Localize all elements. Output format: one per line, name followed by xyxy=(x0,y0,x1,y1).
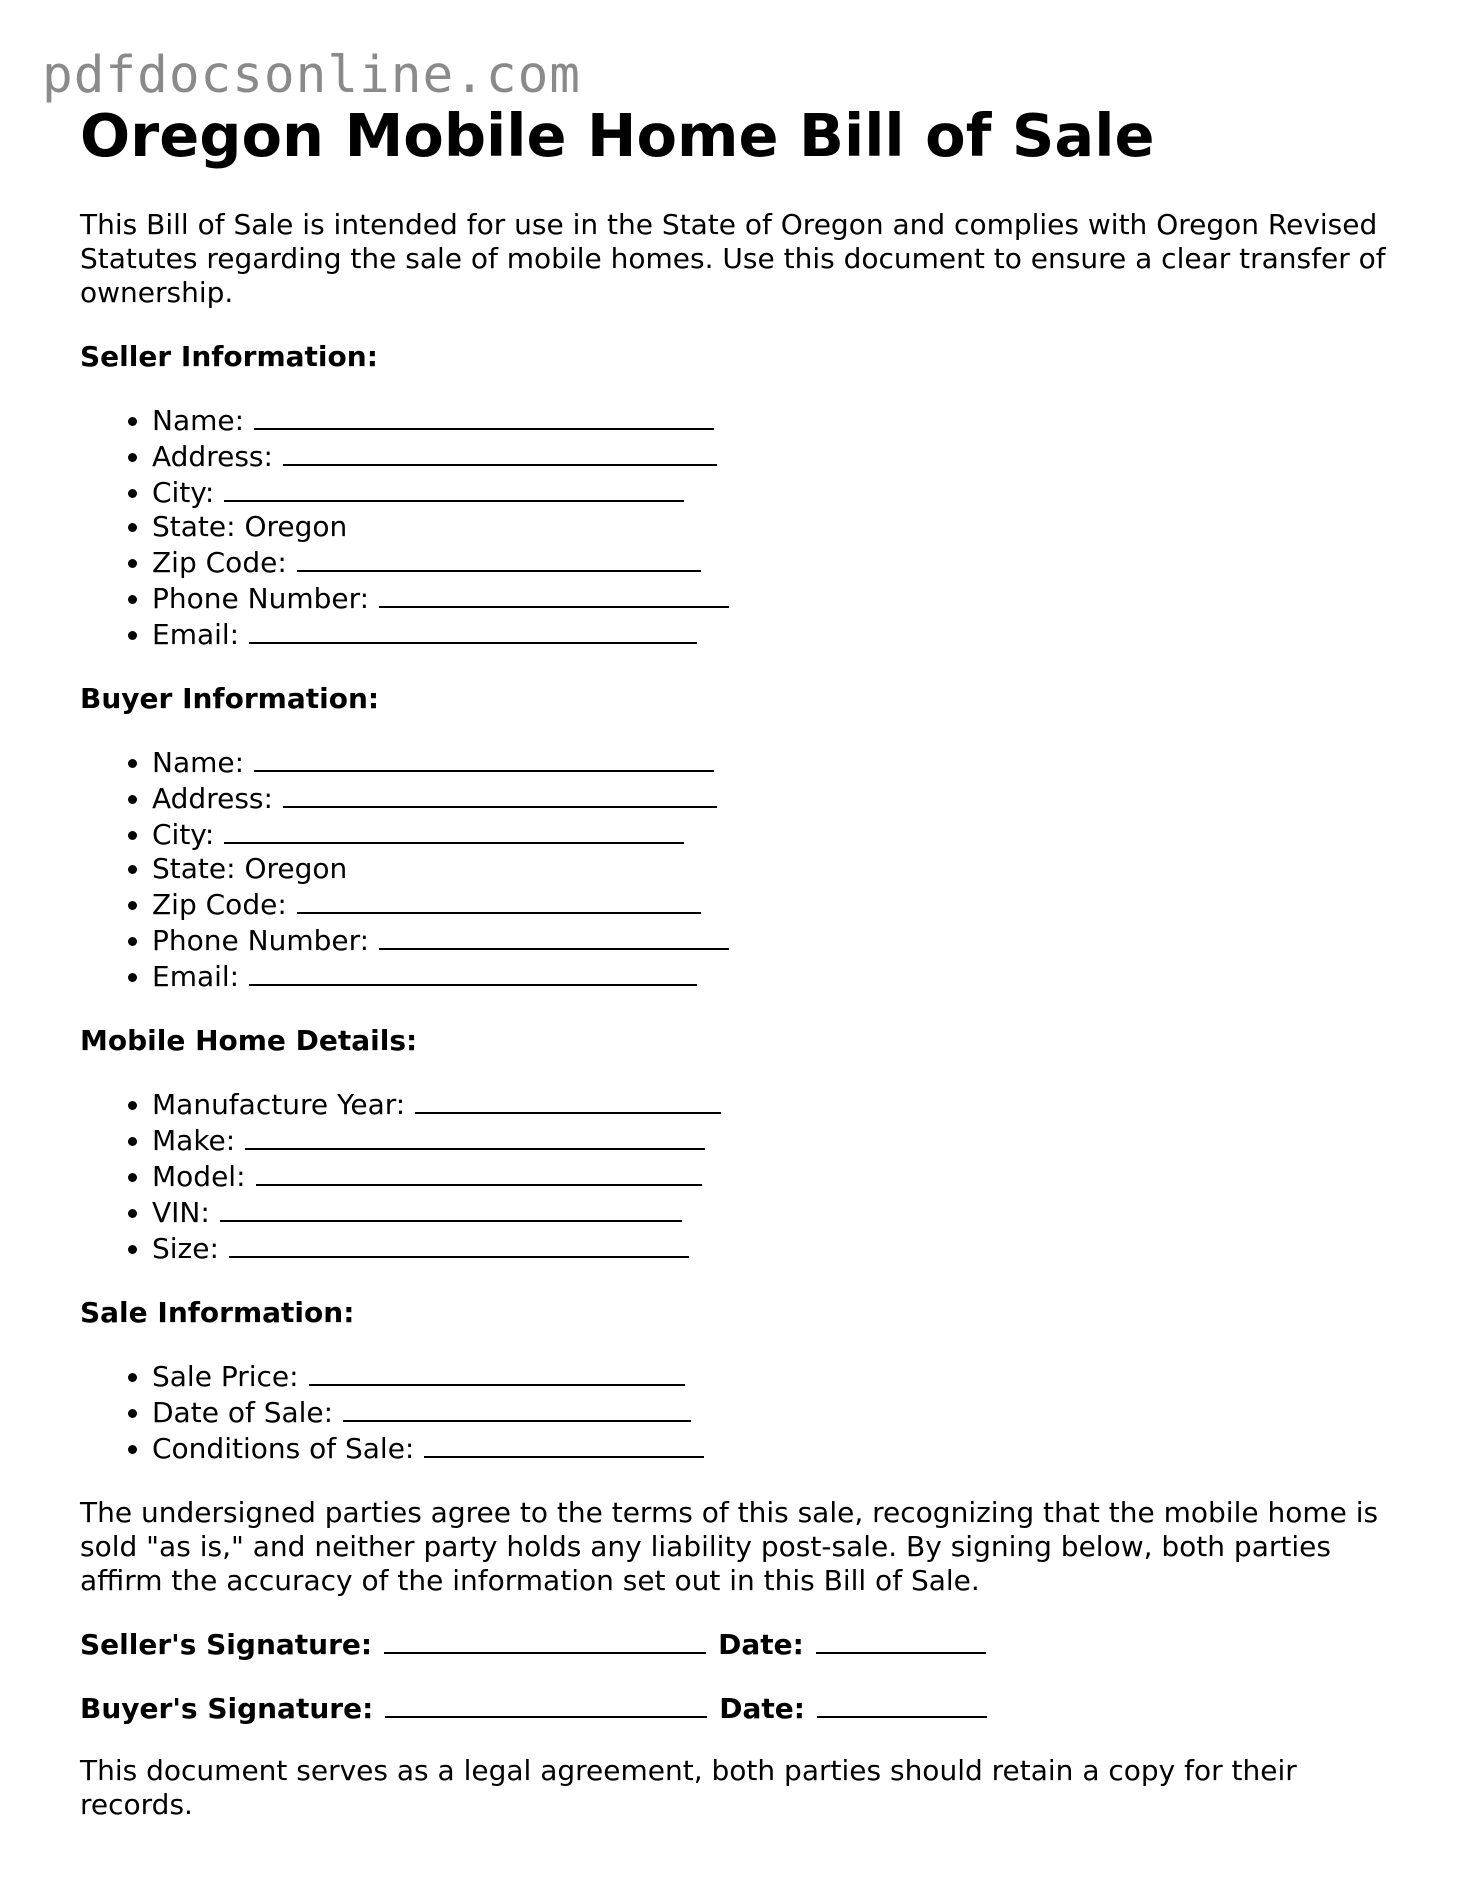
seller-email-item xyxy=(152,616,1400,652)
sale-date-item xyxy=(152,1394,1400,1430)
buyer-zip-blank[interactable] xyxy=(297,886,701,914)
home-year-blank[interactable] xyxy=(415,1086,721,1114)
seller-name-blank[interactable] xyxy=(254,402,714,430)
buyer-city-item xyxy=(152,816,1400,852)
buyer-phone-blank[interactable] xyxy=(379,922,729,950)
seller-zip-blank[interactable] xyxy=(297,544,701,572)
buyer-section-heading: Buyer Information: xyxy=(80,682,380,715)
home-vin-label: VIN: xyxy=(152,1196,210,1229)
seller-section-heading: Seller Information: xyxy=(80,340,378,373)
home-vin-item xyxy=(152,1194,1400,1230)
seller-address-item xyxy=(152,438,1400,474)
seller-address-blank[interactable] xyxy=(283,438,717,466)
seller-signature-blank[interactable] xyxy=(384,1626,706,1654)
home-year-label: Manufacture Year: xyxy=(152,1088,406,1121)
buyer-state-item xyxy=(152,852,1400,886)
seller-email-label: Email: xyxy=(152,618,240,651)
watermark-text: pdfdocsonline.com xyxy=(42,46,581,105)
seller-signature-label: Seller's Signature: xyxy=(80,1628,373,1661)
home-size-blank[interactable] xyxy=(229,1230,689,1258)
seller-zip-item xyxy=(152,544,1400,580)
sale-date-label: Date of Sale: xyxy=(152,1396,334,1429)
sale-conditions-item xyxy=(152,1430,1400,1466)
home-section-heading: Mobile Home Details: xyxy=(80,1024,418,1057)
sale-conditions-label: Conditions of Sale: xyxy=(152,1432,415,1465)
home-size-label: Size: xyxy=(152,1232,219,1265)
home-model-item xyxy=(152,1158,1400,1194)
home-year-item xyxy=(152,1086,1400,1122)
buyer-name-item xyxy=(152,744,1400,780)
intro-paragraph: This Bill of Sale is intended for use in the State of Oregon and complies with Oregon Revised Statutes regarding the sale of mobile homes. Use this document to ensure a clear transfer of ownership. xyxy=(80,208,1386,309)
sale-field-list xyxy=(80,1358,1400,1466)
home-make-item xyxy=(152,1122,1400,1158)
buyer-name-blank[interactable] xyxy=(254,744,714,772)
seller-city-blank[interactable] xyxy=(224,474,684,502)
sale-date-blank[interactable] xyxy=(343,1394,691,1422)
seller-email-blank[interactable] xyxy=(249,616,697,644)
buyer-zip-label: Zip Code: xyxy=(152,888,287,921)
sale-price-item xyxy=(152,1358,1400,1394)
seller-field-list xyxy=(80,402,1400,652)
seller-city-item xyxy=(152,474,1400,510)
closing-paragraph: The undersigned parties agree to the terms of this sale, recognizing that the mobile home is sold "as is," and neither party holds any liability post-sale. By signing below, both parties affirm the accuracy of the information set out in this Bill of Sale. xyxy=(80,1496,1379,1597)
seller-address-label: Address: xyxy=(152,440,273,473)
buyer-field-list xyxy=(80,744,1400,994)
seller-state-item xyxy=(152,510,1400,544)
home-model-label: Model: xyxy=(152,1160,246,1193)
buyer-signature-label: Buyer's Signature: xyxy=(80,1692,374,1725)
sale-price-blank[interactable] xyxy=(309,1358,685,1386)
home-make-label: Make: xyxy=(152,1124,236,1157)
buyer-email-blank[interactable] xyxy=(249,958,697,986)
home-size-item xyxy=(152,1230,1400,1266)
buyer-signature-blank[interactable] xyxy=(385,1690,707,1718)
seller-phone-label: Phone Number: xyxy=(152,582,370,615)
sale-section-heading: Sale Information: xyxy=(80,1296,355,1329)
sale-conditions-blank[interactable] xyxy=(424,1430,704,1458)
buyer-name-label: Name: xyxy=(152,746,245,779)
buyer-date-blank[interactable] xyxy=(817,1690,987,1718)
page-title: Oregon Mobile Home Bill of Sale xyxy=(80,101,1155,170)
seller-zip-label: Zip Code: xyxy=(152,546,287,579)
buyer-city-label: City: xyxy=(152,818,215,851)
buyer-zip-item xyxy=(152,886,1400,922)
seller-phone-item xyxy=(152,580,1400,616)
seller-name-item xyxy=(152,402,1400,438)
seller-state-label: State: Oregon xyxy=(152,510,348,543)
buyer-phone-item xyxy=(152,922,1400,958)
home-vin-blank[interactable] xyxy=(220,1194,682,1222)
seller-phone-blank[interactable] xyxy=(379,580,729,608)
seller-signature-line xyxy=(80,1626,1400,1662)
home-model-blank[interactable] xyxy=(256,1158,702,1186)
buyer-address-blank[interactable] xyxy=(283,780,717,808)
buyer-email-label: Email: xyxy=(152,960,240,993)
buyer-signature-line xyxy=(80,1690,1400,1726)
footer-paragraph: This document serves as a legal agreement, both parties should retain a copy for their records. xyxy=(80,1754,1297,1821)
buyer-address-item xyxy=(152,780,1400,816)
seller-date-blank[interactable] xyxy=(816,1626,986,1654)
seller-city-label: City: xyxy=(152,476,215,509)
seller-name-label: Name: xyxy=(152,404,245,437)
home-field-list xyxy=(80,1086,1400,1266)
buyer-phone-label: Phone Number: xyxy=(152,924,370,957)
seller-date-label: Date: xyxy=(718,1628,804,1661)
buyer-address-label: Address: xyxy=(152,782,273,815)
sale-price-label: Sale Price: xyxy=(152,1360,299,1393)
home-make-blank[interactable] xyxy=(245,1122,705,1150)
buyer-city-blank[interactable] xyxy=(224,816,684,844)
buyer-email-item xyxy=(152,958,1400,994)
buyer-state-label: State: Oregon xyxy=(152,852,348,885)
document-page xyxy=(80,100,1400,1822)
buyer-date-label: Date: xyxy=(719,1692,805,1725)
